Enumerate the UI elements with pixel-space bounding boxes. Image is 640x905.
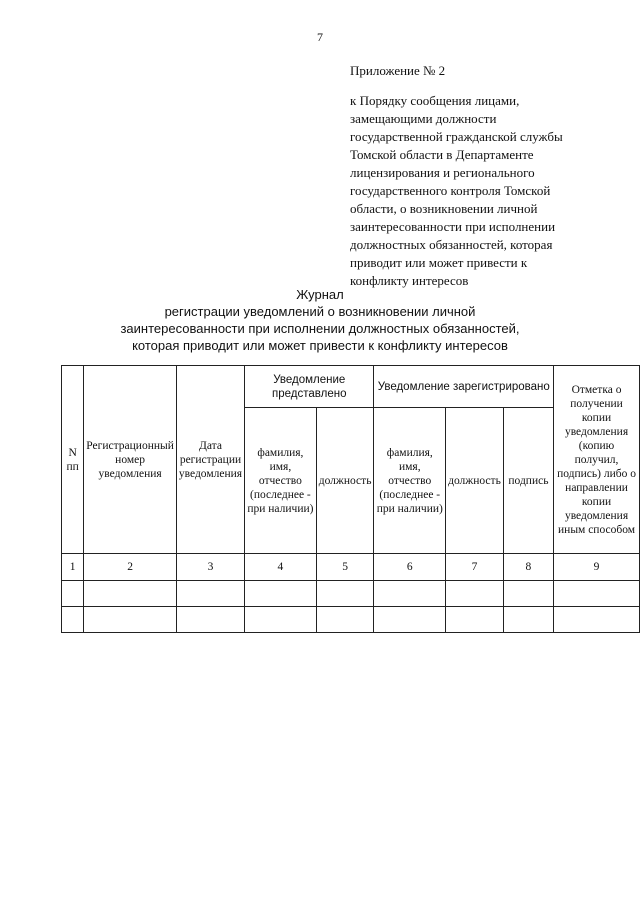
journal-title-line: которая приводит или может привести к конфликту интересов (132, 338, 508, 353)
appendix-line: замещающими должности (350, 111, 497, 126)
header-num: N пп (62, 366, 84, 554)
appendix-line: области, о возникновении личной (350, 201, 538, 216)
appendix-line: заинтересованности при исполнении (350, 219, 556, 234)
appendix-line: государственной гражданской службы (350, 129, 563, 144)
header-mark: Отметка о получении копии уведомления (копию получил, подпись) либо о направлении копии уведомления иным способом (554, 366, 640, 554)
column-number: 9 (554, 554, 640, 581)
table-cell (374, 607, 446, 633)
journal-title-line: регистрации уведомлений о возникновении личной (164, 304, 476, 319)
column-number-row (62, 554, 640, 581)
page-number: 7 (317, 30, 323, 44)
header-registered-group: Уведомление зарегистрировано (374, 366, 554, 408)
table-cell (374, 581, 446, 607)
header-signature: подпись (503, 408, 553, 554)
appendix-line: лицензирования и регионального (350, 165, 535, 180)
table-cell (554, 607, 640, 633)
table-row (62, 607, 640, 633)
table-cell (245, 607, 317, 633)
column-number: 3 (176, 554, 244, 581)
table-cell (446, 581, 504, 607)
appendix-line: государственного контроля Томской (350, 183, 551, 198)
column-number: 5 (316, 554, 374, 581)
appendix-block (350, 62, 600, 290)
header-registered-position: должность (446, 408, 504, 554)
header-reg-number: Регистрационный номер уведомления (84, 366, 177, 554)
header-submitted-position: должность (316, 408, 374, 554)
table-cell (245, 581, 317, 607)
registration-table (61, 365, 640, 633)
appendix-line: должностных обязанностей, которая (350, 237, 553, 252)
appendix-line: приводит или может привести к (350, 255, 528, 270)
header-submitted-fio: фамилия, имя, отчество (последнее - при наличии) (245, 408, 317, 554)
table-cell (316, 607, 374, 633)
header-reg-date: Дата регистрации уведомления (176, 366, 244, 554)
table-cell (176, 581, 244, 607)
table-cell (316, 581, 374, 607)
header-submitted-group: Уведомление представлено (245, 366, 374, 408)
table-cell (84, 581, 177, 607)
appendix-line: конфликту интересов (350, 273, 469, 288)
column-number: 7 (446, 554, 504, 581)
table-row (62, 581, 640, 607)
column-number: 6 (374, 554, 446, 581)
header-registered-fio: фамилия, имя, отчество (последнее - при наличии) (374, 408, 446, 554)
appendix-line: Томской области в Департаменте (350, 147, 534, 162)
table-cell (84, 607, 177, 633)
table-cell (446, 607, 504, 633)
column-number: 8 (503, 554, 553, 581)
column-number: 2 (84, 554, 177, 581)
journal-title (0, 286, 640, 354)
appendix-title: Приложение № 2 (350, 63, 446, 78)
journal-title-line: Журнал (296, 287, 344, 302)
table-cell (503, 607, 553, 633)
table-cell (503, 581, 553, 607)
table-cell (554, 581, 640, 607)
journal-title-line: заинтересованности при исполнении должностных обязанностей, (120, 321, 520, 336)
column-number: 1 (62, 554, 84, 581)
appendix-line: к Порядку сообщения лицами, (350, 93, 520, 108)
table-cell (62, 607, 84, 633)
table-cell (62, 581, 84, 607)
column-number: 4 (245, 554, 317, 581)
table-cell (176, 607, 244, 633)
